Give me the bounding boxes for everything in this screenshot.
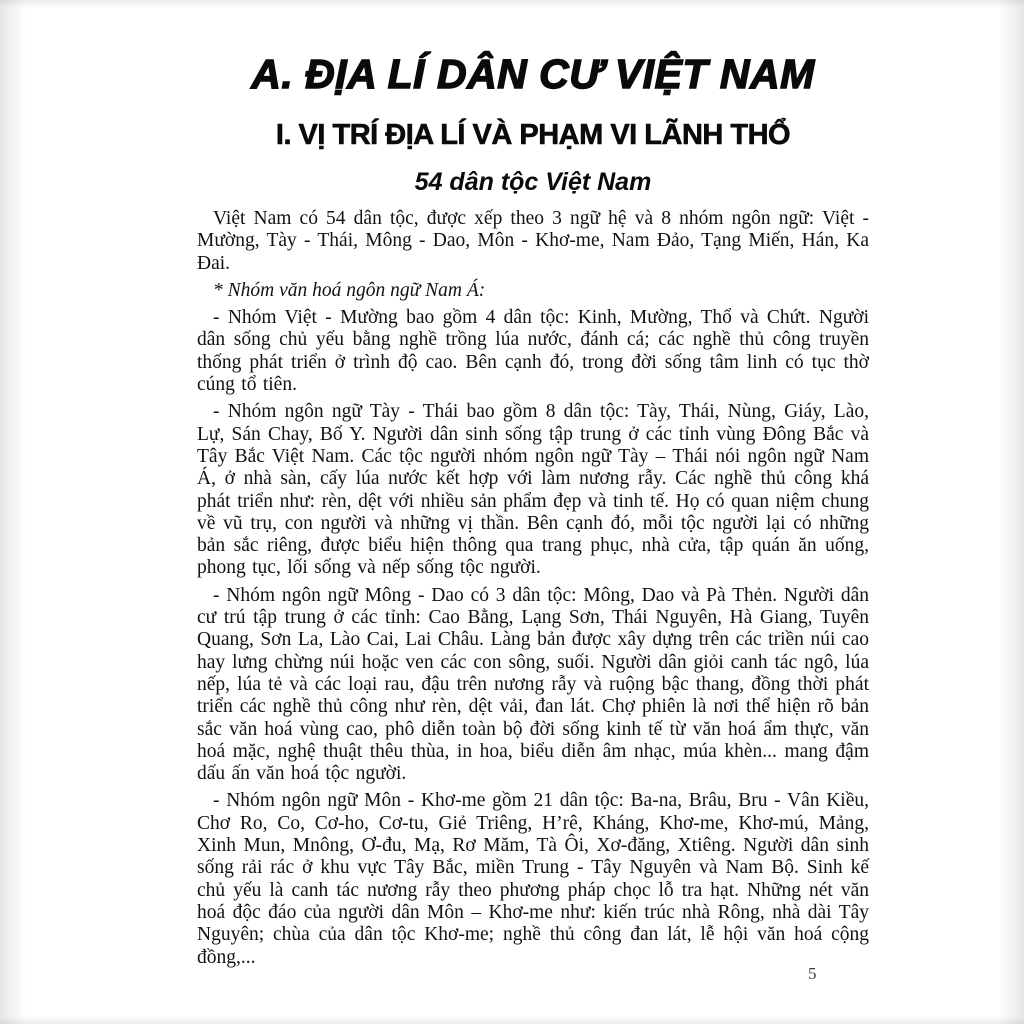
paragraph-tay-thai: - Nhóm ngôn ngữ Tày - Thái bao gồm 8 dân tộc: Tày, Thái, Nùng, Giáy, Lào, Lự, Sán Chay, Bố Y. Người dân sinh sống tập trung ở các tỉnh vùng Đông Bắc và Tây Bắc Việt Nam. Các tộc người nhóm ngôn ngữ Tày – Thái nói ngôn ngữ Nam Á, ở nhà sàn, cấy lúa nước kết hợp với làm nương rẫy. Các nghề thủ công khá phát triển như: rèn, dệt với nhiều sản phẩm đẹp và tinh tế. Họ có quan niệm chung về vũ trụ, con người và những vị thần. Bên cạnh đó, mỗi tộc người lại có những bản sắc riêng, được biểu hiện thông qua trang phục, nhà cửa, tập quán ăn uống, phong tục, lối sống và nếp sống tộc người. [197, 401, 869, 579]
scan-edge-shadow-left [0, 0, 26, 1024]
scan-edge-shadow-bottom [0, 1016, 1024, 1024]
paragraph-mong-dao: - Nhóm ngôn ngữ Mông - Dao có 3 dân tộc: Mông, Dao và Pà Thẻn. Người dân cư trú tập trung ở các tỉnh: Cao Bằng, Lạng Sơn, Thái Nguyên, Hà Giang, Tuyên Quang, Sơn La, Lào Cai, Lai Châu. Làng bản được xây dựng trên các triền núi cao hay lưng chừng núi hoặc ven các con sông, suối. Người dân giỏi canh tác ngô, lúa nếp, lúa tẻ và các loại rau, đậu trên nương rẫy và ruộng bậc thang, đồng thời phát triển các nghề thủ công như rèn, dệt vải, đan lát. Chợ phiên là nơi thể hiện rõ bản sắc văn hoá vùng cao, phô diễn toàn bộ đời sống kinh tế từ văn hoá ẩm thực, văn hoá mặc, nghệ thuật thêu thùa, in hoa, biểu diễn âm nhạc, múa khèn... mang đậm dấu ấn văn hoá tộc người. [197, 584, 869, 785]
paragraph-mon-khome: - Nhóm ngôn ngữ Môn - Khơ-me gồm 21 dân tộc: Ba-na, Brâu, Bru - Vân Kiều, Chơ Ro, Co, Cơ-ho, Cơ-tu, Giẻ Triêng, H’rê, Kháng, Khơ-me, Khơ-mú, Mảng, Xinh Mun, Mnông, Ơ-đu, Mạ, Rơ Măm, Tà Ôi, Xơ-đăng, Xtiêng. Người dân sinh sống rải rác ở khu vực Tây Bắc, miền Trung - Tây Nguyên và Nam Bộ. Sinh kế chủ yếu là canh tác nương rẫy theo phương pháp chọc lỗ tra hạt. Những nét văn hoá độc đáo của người dân Môn – Khơ-me như: kiến trúc nhà Rông, nhà dài Tây Nguyên; chùa của dân tộc Khơ-me; nghề thủ công đan lát, lễ hội văn hoá cộng đồng,... [197, 790, 869, 968]
page-number: 5 [808, 964, 817, 983]
paragraph-intro: Việt Nam có 54 dân tộc, được xếp theo 3 ngữ hệ và 8 nhóm ngôn ngữ: Việt - Mường, Tày - Thái, Mông - Dao, Môn - Khơ-me, Nam Đảo, Tạng Miến, Hán, Ka Đai. [197, 208, 869, 274]
section-heading: I. VỊ TRÍ ĐỊA LÍ VÀ PHẠM VI LÃNH THỔ [275, 119, 791, 151]
subsection-heading: 54 dân tộc Việt Nam [414, 168, 652, 196]
chapter-title: A. ĐỊA LÍ DÂN CƯ VIỆT NAM [251, 51, 815, 97]
paragraph-note-nam-a: * Nhóm văn hoá ngôn ngữ Nam Á: [213, 279, 486, 301]
page-content [197, 50, 869, 974]
body-text [197, 208, 869, 969]
scan-edge-shadow-right [998, 0, 1024, 1024]
scan-edge-shadow-top [0, 0, 1024, 8]
paragraph-viet-muong: - Nhóm Việt - Mường bao gồm 4 dân tộc: Kinh, Mường, Thổ và Chứt. Người dân sống chủ yếu bằng nghề trồng lúa nước, đánh cá; các nghề thủ công truyền thống phát triển ở trình độ cao. Bên cạnh đó, trong đời sống tâm linh có tục thờ cúng tổ tiên. [197, 307, 869, 396]
